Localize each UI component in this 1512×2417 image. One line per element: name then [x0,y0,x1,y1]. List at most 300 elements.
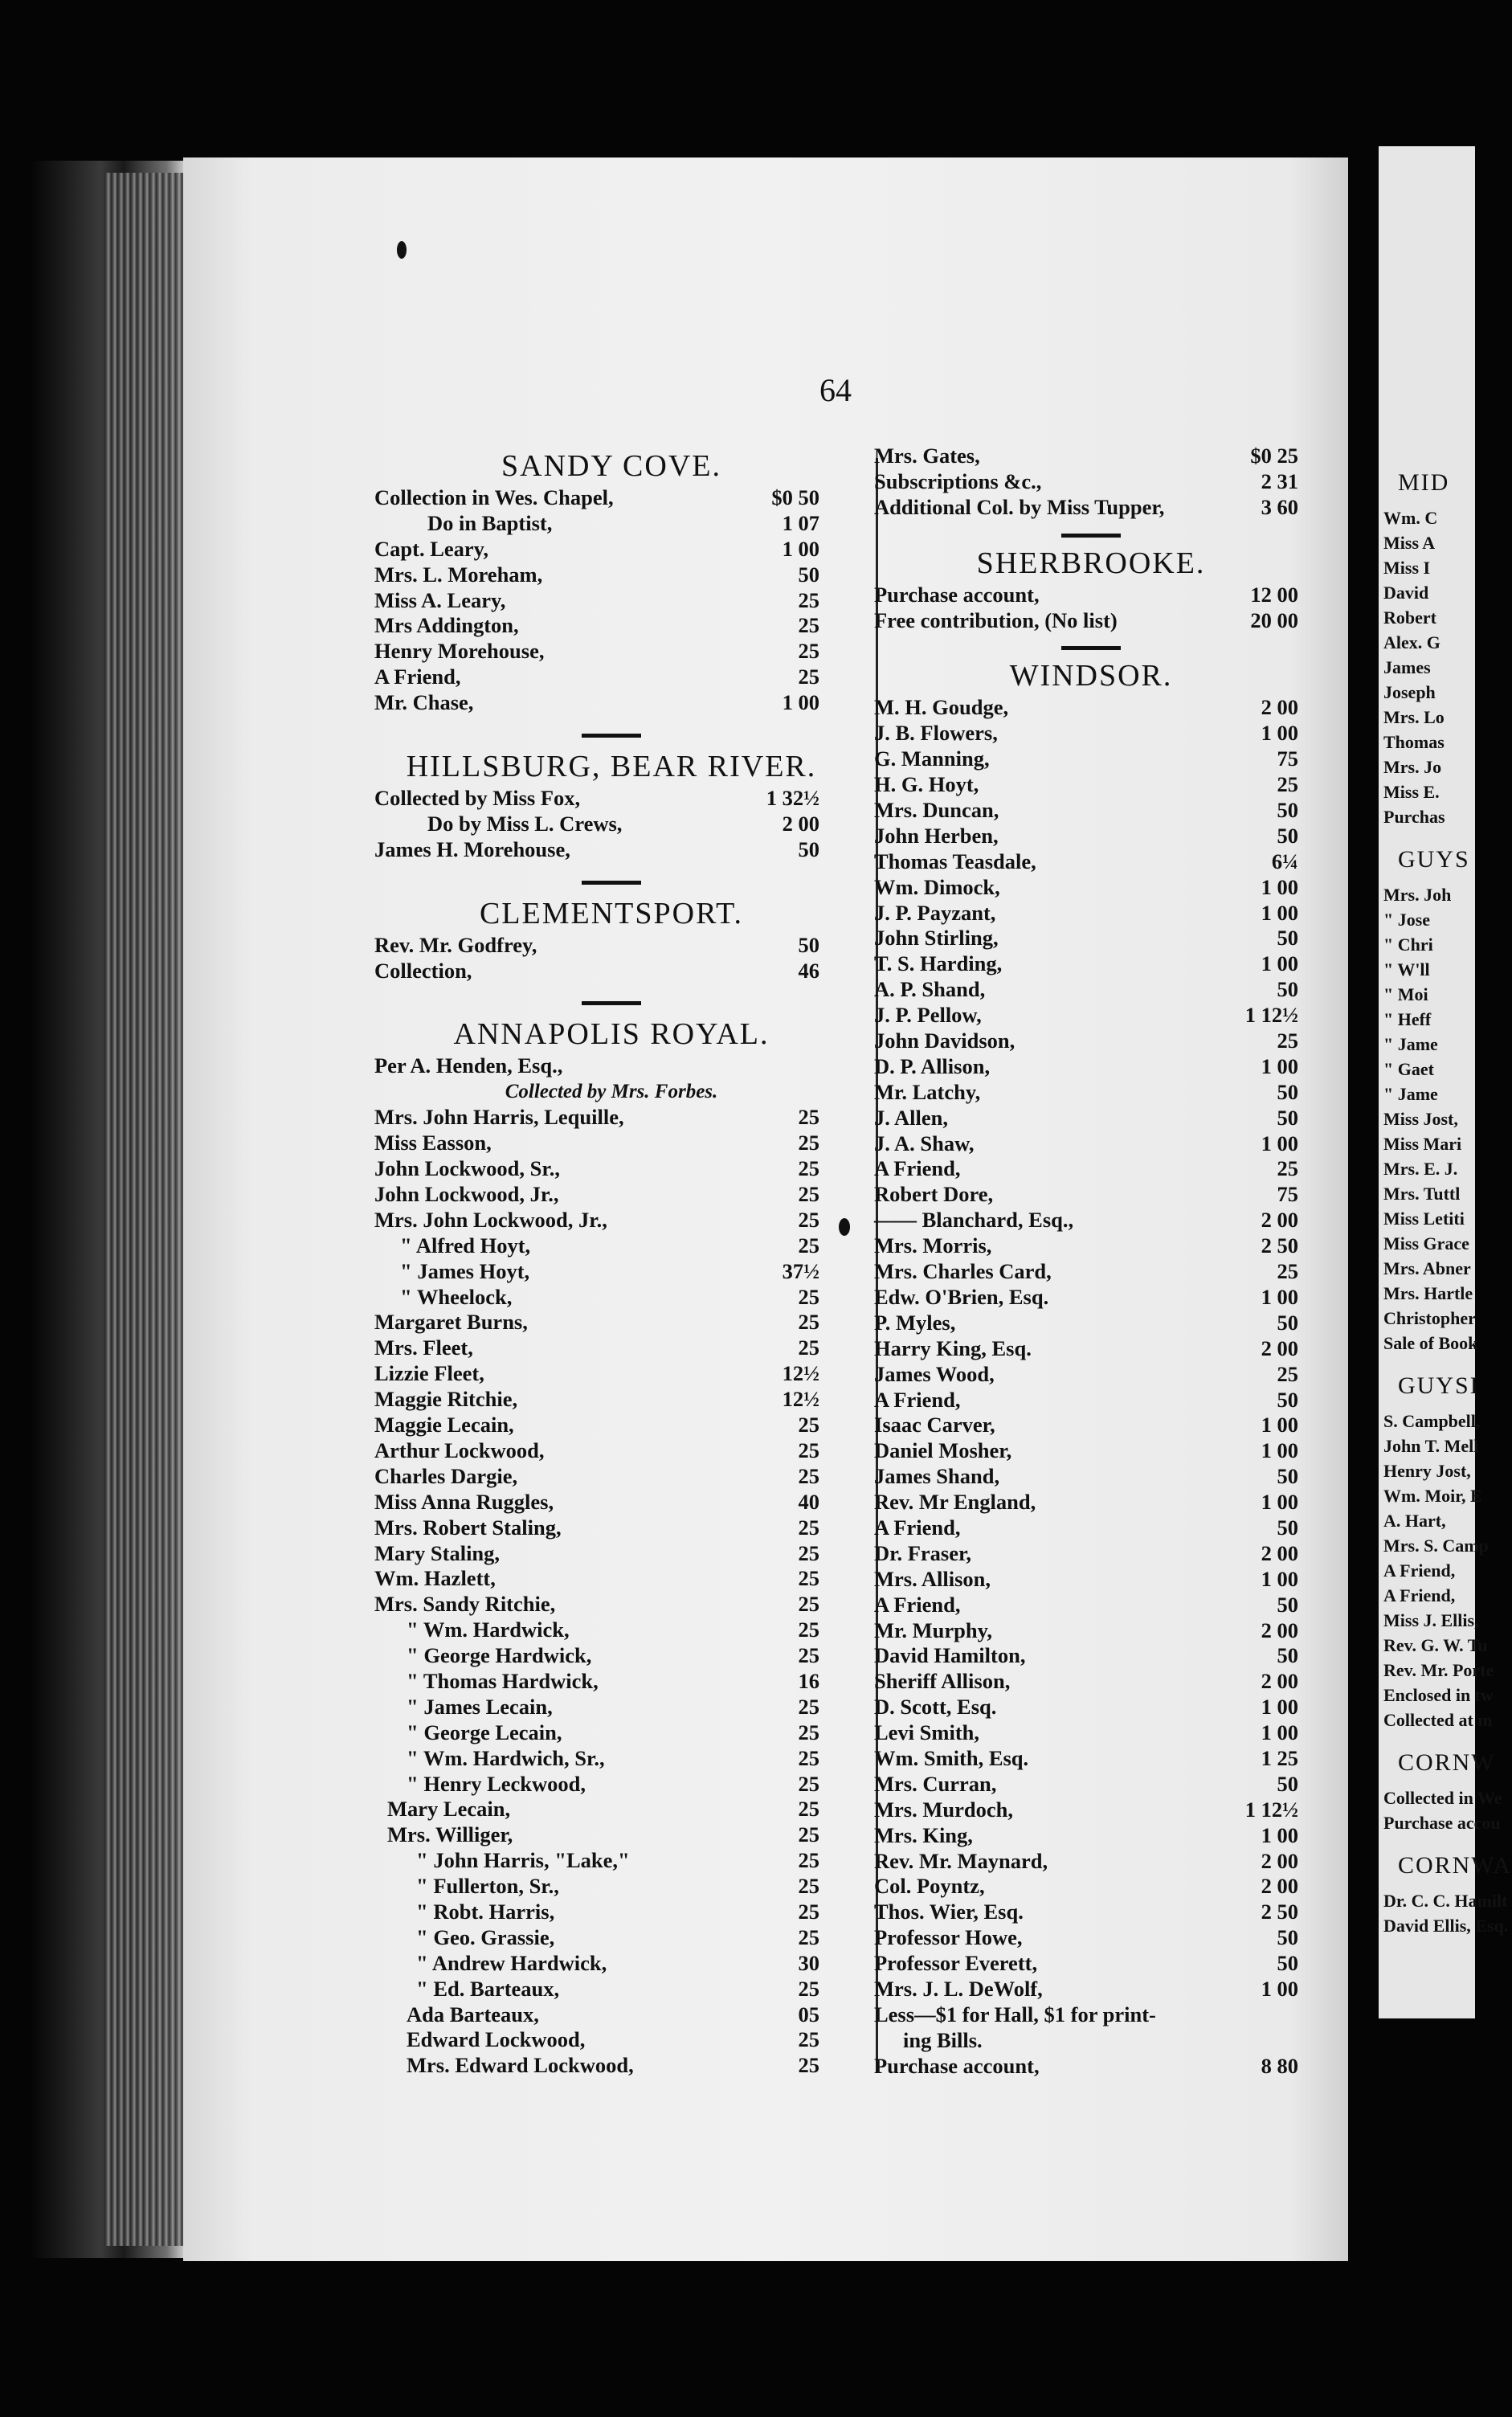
page-edges [104,173,185,2246]
contribution-amount: 25 [1277,1259,1298,1284]
contribution-row [374,639,848,665]
contributor-name: Miss A. Leary, [374,587,506,612]
contribution-amount: 46 [798,958,819,983]
contribution-amount: 1 00 [1261,1822,1298,1847]
contributor-name: Rev. Mr England, [874,1490,1036,1515]
section-heading: HILLSBURG, BEAR RIVER. [406,750,817,784]
contributor-name: Collection in Wes. Chapel, [374,485,614,509]
adjacent-line: " Gaet [1383,1059,1434,1079]
contribution-amount: 25 [798,1463,819,1488]
adjacent-line: Mrs. S. Camp [1383,1536,1489,1556]
adjacent-line: Mrs. Lo [1383,707,1445,727]
contribution-amount: 25 [798,1745,819,1770]
contributor-name: Mr. Latchy, [874,1079,981,1104]
contribution-amount: 25 [798,1617,819,1642]
contributor-name: A Friend, [374,665,461,689]
adjacent-line: " Chri [1383,934,1433,955]
contributor-name: John Lockwood, Sr., [374,1156,560,1181]
contribution-amount: 25 [798,1207,819,1232]
contribution-amount: 2 00 [1261,1335,1298,1360]
contribution-row [374,2053,848,2079]
contributor-name: Do by Miss L. Crews, [427,811,623,836]
contributor-name: Henry Morehouse, [374,639,545,664]
contribution-row [874,1106,1308,1131]
contribution-amount: 40 [798,1489,819,1514]
contribution-row [374,1335,848,1361]
contributor-name: J. P. Payzant, [874,900,996,925]
contributor-name: Mrs. Edward Lockwood, [407,2053,634,2078]
contribution-row [874,721,1308,746]
contribution-row [874,1541,1308,1567]
contribution-amount: 1 00 [1261,1438,1298,1463]
contribution-amount: 50 [1277,1592,1298,1617]
contributor-name: John Stirling, [874,926,999,951]
contributor-name: Col. Poyntz, [874,1874,985,1899]
adjacent-heading: GUYS [1398,846,1470,873]
adjacent-line: Robert [1383,607,1436,628]
contributor-name: Purchase account, [874,2053,1040,2078]
contribution-amount: 25 [798,613,819,638]
contribution-amount: 50 [1277,1515,1298,1540]
contribution-amount: 1 00 [782,690,819,715]
contribution-amount: 25 [798,1848,819,1873]
section-heading: SANDY COVE. [501,449,721,483]
contribution-amount: 1 00 [1261,1976,1298,2001]
contribution-row [374,665,848,690]
contributor-name: Dr. Fraser, [874,1540,971,1565]
contribution-amount: 6¼ [1271,849,1298,873]
contributor-name: Ada Barteaux, [407,2002,539,2026]
contributor-name: Mrs. L. Moreham, [374,562,543,587]
contribution-row [874,1182,1308,1208]
contribution-row [374,588,848,614]
contributor-name: Subscriptions &c., [874,468,1042,493]
contribution-amount: 1 00 [1261,900,1298,925]
contributor-name: Robert Dore, [874,1182,994,1207]
contribution-amount: 25 [798,2027,819,2052]
contribution-amount: 25 [798,1131,819,1155]
contribution-amount: 50 [1277,1643,1298,1668]
section-heading: CLEMENTSPORT. [479,896,744,930]
contribution-row [374,1105,848,1131]
contribution-row [374,1490,848,1515]
adjacent-line: A Friend, [1383,1585,1456,1605]
contribution-amount: 2 00 [1261,1617,1298,1642]
contribution-amount: 2 00 [1261,1848,1298,1873]
adjacent-line: Thomas [1383,732,1445,752]
contributor-name: " George Hardwick, [407,1643,592,1668]
contribution-amount: 25 [798,1438,819,1462]
contribution-amount: 50 [798,562,819,587]
contribution-amount: 50 [1277,1925,1298,1950]
contributor-name: Mr. Chase, [374,690,474,715]
adjacent-line: Enclosed in tw [1383,1685,1494,1705]
adjacent-line: Purchas [1383,807,1445,827]
contribution-row [374,1772,848,1797]
adjacent-line: Wm. Moir, E [1383,1486,1482,1506]
adjacent-line: Mrs. Jo [1383,757,1442,777]
contributor-name: " Geo. Grassie, [416,1924,555,1949]
contributor-name: " James Lecain, [407,1694,553,1719]
contribution-row [874,1772,1308,1797]
adjacent-line: Miss I [1383,558,1431,578]
contributor-name: Edw. O'Brien, Esq. [874,1284,1049,1309]
contribution-amount: 50 [798,932,819,957]
contribution-row [374,1797,848,1822]
contributor-name: Do in Baptist, [427,510,553,535]
adjacent-line: Sale of Book [1383,1333,1478,1353]
contribution-row [374,1361,848,1387]
contributor-name: Isaac Carver, [874,1413,995,1438]
contribution-row [374,1822,848,1848]
contributor-name: Wm. Hazlett, [374,1566,496,1591]
contribution-row [874,1054,1308,1080]
contribution-amount: 25 [798,1720,819,1744]
contributor-name: Additional Col. by Miss Tupper, [874,494,1165,519]
contribution-row [874,1362,1308,1388]
contribution-amount: 2 00 [1261,1540,1298,1565]
contributor-name: Harry King, Esq. [874,1335,1032,1360]
contributor-name: J. B. Flowers, [874,721,998,746]
contributor-name: T. S. Harding, [874,951,1003,976]
contribution-amount: 50 [1277,926,1298,951]
adjacent-line: A Friend, [1383,1560,1456,1581]
contribution-row [374,2002,848,2028]
contribution-amount: $0 25 [1250,444,1298,468]
contribution-row [874,1029,1308,1054]
contribution-amount: 25 [798,639,819,664]
contribution-row [874,772,1308,798]
contributor-name: James Shand, [874,1464,1000,1489]
adjacent-line: Collected in We [1383,1788,1502,1808]
contributor-name: Professor Everett, [874,1951,1038,1976]
adjacent-line: " Jose [1383,910,1431,930]
adjacent-heading: GUYSI [1398,1372,1480,1399]
contributor-name: " Alfred Hoyt, [400,1233,531,1258]
contributor-name: " Wm. Hardwick, [407,1617,570,1642]
contributor-name: " Fullerton, Sr., [416,1874,559,1899]
contribution-row [874,1208,1308,1233]
contributor-name: Mrs. Duncan, [874,798,999,823]
contributor-name: Maggie Ritchie, [374,1387,518,1412]
contribution-row [374,1156,848,1182]
contribution-row [874,1746,1308,1772]
contributor-name: John Herben, [874,823,999,848]
contribution-row [374,1951,848,1977]
contribution-row [374,812,848,837]
contribution-amount: 1 25 [1261,1745,1298,1770]
adjacent-line: Rev. Mr. Porte [1383,1660,1494,1680]
contributor-name: Mary Lecain, [387,1797,511,1822]
section-heading: ANNAPOLIS ROYAL. [453,1017,770,1052]
contribution-amount: 50 [1277,1105,1298,1130]
adjacent-line: " Moi [1383,984,1428,1004]
contribution-row [874,1567,1308,1593]
adjacent-line: Christopher [1383,1308,1476,1328]
contribution-amount: 25 [798,1182,819,1207]
contribution-row [374,1925,848,1951]
contribution-row [874,1490,1308,1515]
contribution-row [374,1310,848,1335]
contributor-name: Per A. Henden, Esq., [374,1053,563,1078]
contributor-name: " Wheelock, [400,1284,513,1309]
adjacent-line: Rev. G. W. Tu [1383,1635,1488,1655]
contributor-name: P. Myles, [874,1310,956,1335]
contribution-row [874,1669,1308,1695]
adjacent-heading: CORNWA [1398,1852,1512,1879]
contributor-name: D. Scott, Esq. [874,1695,997,1720]
contribution-row [374,933,848,959]
contribution-amount: 2 00 [782,811,819,836]
contribution-row [874,1336,1308,1362]
contribution-amount: 20 00 [1250,607,1298,632]
adjacent-line: Wm. C [1383,508,1438,528]
section-rule [582,734,641,738]
contribution-amount: 1 12½ [1244,1797,1298,1822]
contribution-amount: 2 00 [1261,1208,1298,1233]
contribution-amount: 50 [1277,1951,1298,1976]
contribution-row [374,1848,848,1874]
adjacent-line: " Jame [1383,1084,1438,1104]
adjacent-line: Miss Mari [1383,1134,1462,1154]
contribution-amount: 25 [1277,1029,1298,1053]
contribution-row [874,1618,1308,1644]
contribution-amount: 50 [1277,1310,1298,1335]
contribution-row [874,1413,1308,1438]
contribution-amount: 2 50 [1261,1900,1298,1924]
contributor-name: Collected by Miss Fox, [374,786,581,811]
contribution-amount: 1 00 [1261,1720,1298,1745]
contribution-amount: 1 00 [1261,874,1298,899]
contributor-name: Sheriff Allison, [874,1669,1011,1694]
contribution-amount: 3 60 [1261,494,1298,519]
contribution-amount: 25 [798,1976,819,2001]
contributor-name: David Hamilton, [874,1643,1026,1668]
contributor-name: Less—$1 for Hall, $1 for print- [874,2002,1156,2026]
contributor-name: ing Bills. [903,2027,983,2052]
adjacent-line: Miss E. [1383,782,1440,802]
adjacent-line: Mrs. Tuttl [1383,1184,1461,1204]
contribution-row [374,613,848,639]
contributor-name: " Ed. Barteaux, [416,1976,560,2001]
adjacent-line: James [1383,657,1431,677]
contribution-row [374,1669,848,1695]
contributor-name: Mrs. King, [874,1822,973,1847]
contribution-amount: 50 [1277,1464,1298,1489]
contribution-row [874,495,1308,521]
adjacent-line: Collected at m [1383,1710,1493,1730]
contribution-row [374,1874,848,1900]
contribution-row [374,1182,848,1208]
contribution-row [374,959,848,984]
contribution-row [874,1900,1308,1925]
contributor-name: " John Harris, "Lake," [416,1848,630,1873]
contribution-amount: 25 [798,1310,819,1335]
contribution-amount: 8 80 [1261,2053,1298,2078]
contributor-name: " Thomas Hardwick, [407,1668,599,1693]
right-column [874,444,1308,2080]
contribution-amount: 50 [1277,1387,1298,1412]
contribution-amount: 50 [1277,1771,1298,1796]
contribution-amount: 75 [1277,1182,1298,1207]
contribution-amount: 12 00 [1250,582,1298,607]
contribution-row [874,608,1308,634]
contribution-row [874,1156,1308,1182]
adjacent-line: Henry Jost, [1383,1461,1471,1481]
adjacent-line: Mrs. Hartle [1383,1283,1473,1303]
contributor-name: Thomas Teasdale, [874,849,1036,873]
contribution-amount: 16 [798,1668,819,1693]
contributor-name: G. Manning, [874,746,990,771]
contribution-row [374,1566,848,1592]
contribution-amount: 1 00 [1261,951,1298,976]
adjacent-line: " W'll [1383,959,1430,979]
contributor-name: Maggie Lecain, [374,1413,514,1438]
contribution-row [874,583,1308,608]
contributor-name: James Wood, [874,1361,995,1386]
contribution-row [874,1874,1308,1900]
contribution-row [874,1720,1308,1746]
contributor-name: Collection, [374,958,472,983]
contribution-amount: 25 [798,1899,819,1924]
contributor-name: Rev. Mr. Godfrey, [374,932,537,957]
contribution-row [874,926,1308,951]
contribution-row [374,1900,848,1925]
contribution-amount: 75 [1277,746,1298,771]
adjacent-line: Miss Jost, [1383,1109,1458,1129]
adjacent-line: Miss Grace [1383,1233,1469,1253]
contribution-row [874,1464,1308,1490]
contributor-name: J. P. Pellow, [874,1003,982,1028]
contribution-row [874,1925,1308,1951]
adjacent-line: A. Hart, [1383,1511,1446,1531]
adjacent-line: Purchase accou [1383,1813,1501,1833]
adjacent-line: " Heff [1383,1009,1432,1029]
contributor-name: Mr. Murphy, [874,1617,992,1642]
page-number: 64 [819,372,852,408]
contributor-name: Edward Lockwood, [407,2027,586,2052]
section-rule [1061,534,1121,538]
contribution-amount: 25 [798,2053,819,2078]
contribution-row [374,537,848,562]
contribution-amount: 25 [798,1566,819,1591]
contributor-name: Miss Easson, [374,1131,492,1155]
contributor-name: Mrs. John Harris, Lequille, [374,1105,624,1130]
contribution-row [874,1593,1308,1618]
contribution-amount: 1 00 [1261,1566,1298,1591]
contribution-row [874,1643,1308,1669]
contribution-row [874,901,1308,926]
contributor-name: J. Allen, [874,1105,949,1130]
contribution-row [374,1746,848,1772]
contribution-row [374,1977,848,2002]
contribution-row [374,690,848,716]
contribution-row [374,1233,848,1259]
contributor-name: John Lockwood, Jr., [374,1182,559,1207]
contribution-row [374,1464,848,1490]
contributor-name: Daniel Mosher, [874,1438,1012,1463]
contribution-amount: 1 00 [1261,1413,1298,1438]
contribution-amount: 2 00 [1261,1669,1298,1694]
contribution-amount: 25 [1277,1361,1298,1386]
contributor-name: H. G. Hoyt, [874,772,979,797]
contribution-row [874,2028,1308,2054]
contributor-name: A Friend, [874,1156,961,1181]
contribution-amount: $0 50 [771,485,819,509]
contributor-name: " Andrew Hardwick, [416,1950,607,1975]
contributor-name: —— Blanchard, Esq., [874,1208,1074,1233]
contribution-row [874,1977,1308,2002]
contribution-row [374,1541,848,1567]
contribution-amount: 50 [1277,1079,1298,1104]
contributor-name: Mrs Addington, [374,613,519,638]
contributor-name: Purchase account, [874,582,1040,607]
contribution-amount: 50 [1277,823,1298,848]
contribution-row [874,951,1308,977]
contribution-row [374,786,848,812]
contribution-amount: 25 [798,1592,819,1617]
contribution-row [374,837,848,863]
contribution-row [874,1695,1308,1720]
section-heading: SHERBROOKE. [976,546,1206,580]
contribution-amount: 1 00 [1261,721,1298,746]
contribution-row [874,1285,1308,1311]
contribution-amount: 25 [798,1540,819,1565]
contributor-name: " James Hoyt, [400,1258,530,1283]
contributor-name: " George Lecain, [407,1720,562,1744]
contribution-amount: 1 00 [1261,1131,1298,1155]
contribution-amount: 1 12½ [1244,1003,1298,1028]
contributor-name: J. A. Shaw, [874,1131,975,1155]
adjacent-line: Miss J. Ellis, [1383,1610,1479,1630]
contributor-name: Mrs. Robert Staling, [374,1515,562,1540]
contribution-row [874,849,1308,875]
contribution-amount: 25 [798,1105,819,1130]
adjacent-line: Miss Letiti [1383,1208,1465,1229]
contribution-amount: 50 [1277,977,1298,1002]
contributor-name: Rev. Mr. Maynard, [874,1848,1048,1873]
contributor-name: Mrs. Murdoch, [874,1797,1013,1822]
contributor-name: " Wm. Hardwich, Sr., [407,1745,605,1770]
contribution-amount: 12½ [782,1387,819,1412]
contribution-row [874,746,1308,772]
contribution-amount: 37½ [782,1258,819,1283]
contribution-row [374,1387,848,1413]
contribution-row [374,1643,848,1669]
contribution-amount: 2 00 [1261,695,1298,720]
collector-subheading: Collected by Mrs. Forbes. [505,1081,718,1103]
contribution-amount: 05 [798,2002,819,2026]
contribution-row [874,1438,1308,1464]
contribution-row [874,695,1308,721]
contribution-amount: 25 [798,1694,819,1719]
contributor-name: Mrs. John Lockwood, Jr., [374,1207,607,1232]
contribution-amount: 2 31 [1261,468,1298,493]
ink-blot [397,241,407,259]
adjacent-line: Mrs. Abner [1383,1258,1471,1278]
contribution-row [374,562,848,588]
contributor-name: Capt. Leary, [374,536,489,561]
contribution-amount: 25 [798,1515,819,1540]
contribution-amount: 25 [798,1822,819,1847]
adjacent-line: Mrs. E. J. [1383,1159,1458,1179]
contribution-amount: 1 00 [1261,1053,1298,1078]
contribution-row [374,1617,848,1643]
contribution-amount: 25 [798,1413,819,1438]
contribution-amount: 25 [798,1797,819,1822]
contribution-row [374,1259,848,1285]
contributor-name: Mrs. Sandy Ritchie, [374,1592,556,1617]
